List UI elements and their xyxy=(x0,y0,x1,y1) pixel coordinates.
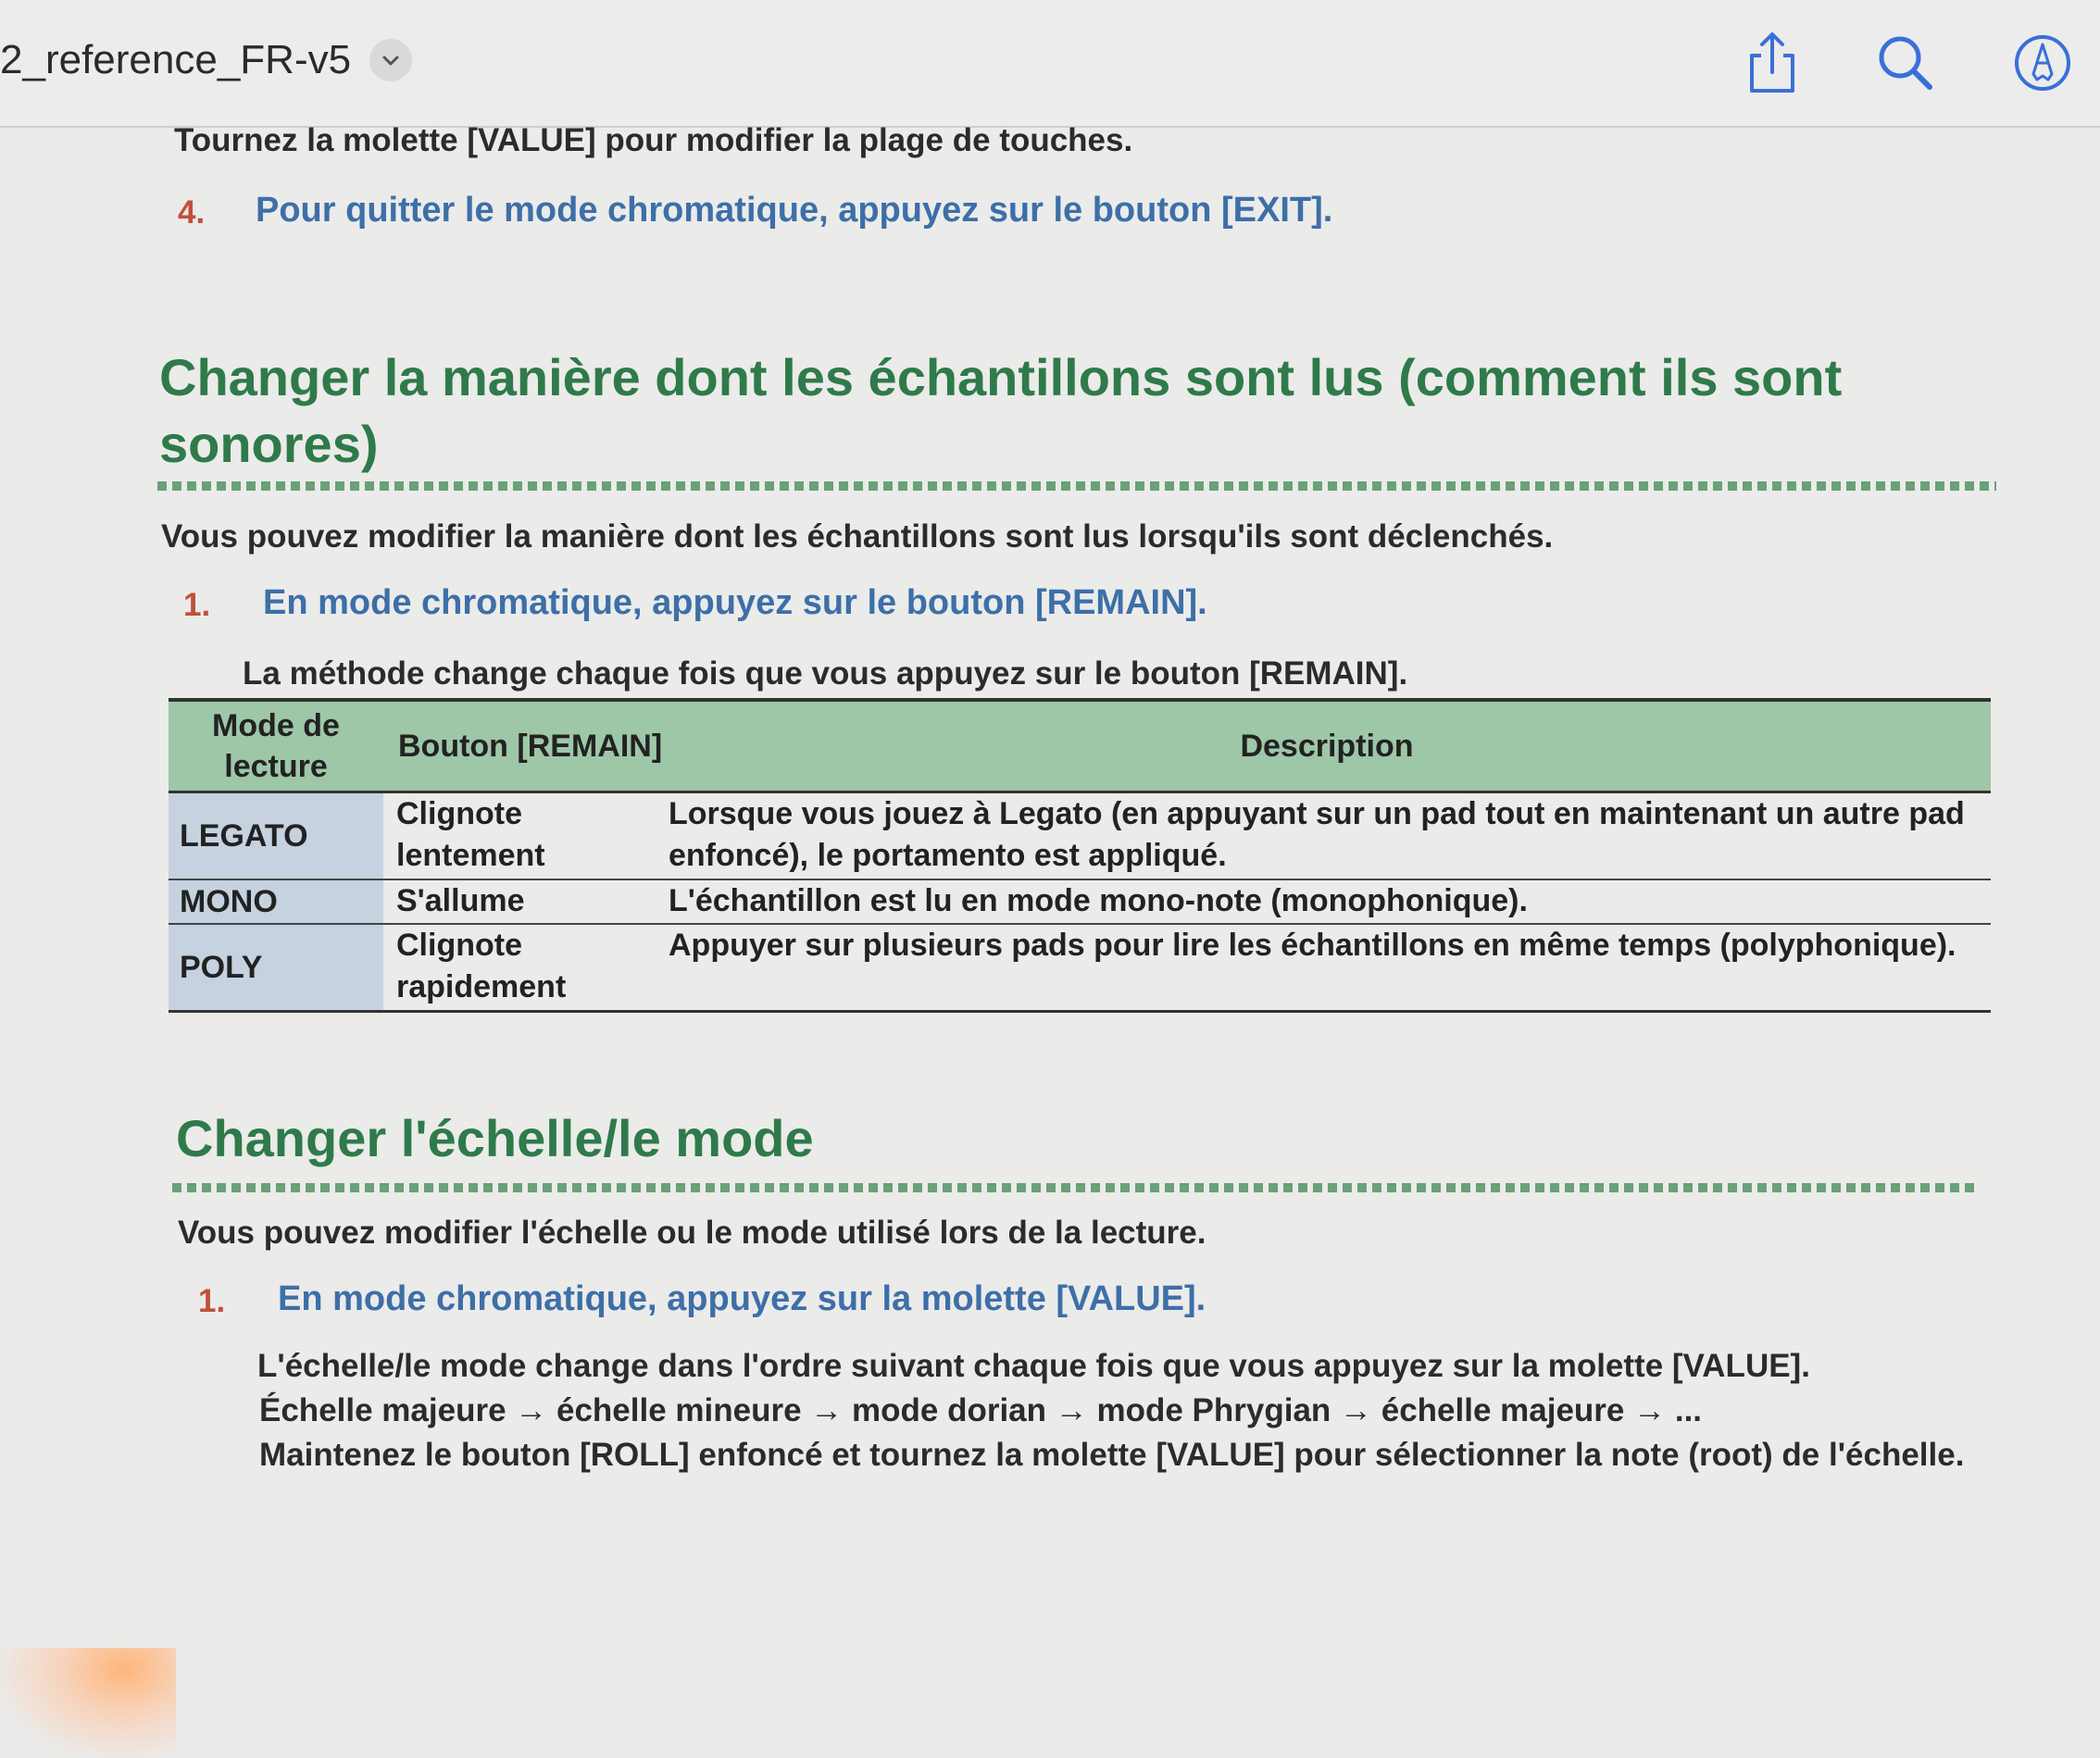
cell-line: rapidement xyxy=(396,969,567,1004)
column-header-description: Description xyxy=(1240,728,1414,764)
cell-line: L'échantillon est lu en mode mono-note (monophonique). xyxy=(669,883,1528,918)
cell-line: Clignote xyxy=(396,796,522,831)
chevron-down-icon xyxy=(380,49,402,71)
cell-line: enfoncé), le portamento est appliqué. xyxy=(669,838,1227,873)
step-text: Pour quitter le mode chromatique, appuyez sur le bouton [EXIT]. xyxy=(256,191,1333,230)
search-button[interactable] xyxy=(1872,30,1939,96)
cell-line: Clignote xyxy=(396,928,522,963)
toolbar xyxy=(0,0,2100,128)
cell-line: Appuyer sur plusieurs pads pour lire les échantillons en même temps (polyphonique). xyxy=(669,928,1956,963)
heading-divider xyxy=(172,1183,1980,1192)
description-cell xyxy=(663,880,1991,923)
share-icon xyxy=(1744,31,1800,94)
mode-cell: MONO xyxy=(169,880,383,923)
document-title-group[interactable] xyxy=(0,37,412,83)
table-header xyxy=(169,702,1991,793)
playback-mode-table xyxy=(169,698,1991,1013)
cell-line: S'allume xyxy=(396,883,525,918)
header-text: Mode de xyxy=(212,708,340,743)
header-text: lecture xyxy=(224,749,328,784)
step-detail-line: L'échelle/le mode change dans l'ordre suivant chaque fois que vous appuyez sur la molette [VALUE]. xyxy=(257,1348,1810,1384)
step-text: En mode chromatique, appuyez sur la molette [VALUE]. xyxy=(278,1279,1206,1318)
step-number: 1. xyxy=(198,1283,226,1319)
section-intro: Vous pouvez modifier l'échelle ou le mode utilisé lors de la lecture. xyxy=(178,1215,1206,1251)
table-row xyxy=(169,925,1991,1010)
step-number: 4. xyxy=(178,194,206,231)
intro-line: Tournez la molette [VALUE] pour modifier la plage de touches. xyxy=(174,122,1133,158)
mode-cell: POLY xyxy=(169,925,383,1010)
cell-line: Lorsque vous jouez à Legato (en appuyant sur un pad tout en maintenant un autre pad xyxy=(669,796,1965,831)
step-number: 1. xyxy=(183,587,211,623)
share-button[interactable] xyxy=(1739,30,1806,96)
section-intro: Vous pouvez modifier la manière dont les échantillons sont lus lorsqu'ils sont déclenchés. xyxy=(161,518,1554,555)
section-heading: Changer l'échelle/le mode xyxy=(176,1109,814,1167)
section-heading-line: Changer la manière dont les échantillons sont lus (comment ils sont xyxy=(159,348,1843,406)
section-heading-line: sonores) xyxy=(159,415,379,473)
markup-pen-icon xyxy=(2013,33,2072,93)
markup-button[interactable] xyxy=(2009,30,2076,96)
step-text: En mode chromatique, appuyez sur le bouton [REMAIN]. xyxy=(263,583,1207,622)
button-cell xyxy=(383,793,663,879)
column-header-mode xyxy=(169,702,383,791)
description-cell xyxy=(663,793,1991,879)
column-header-button: Bouton [REMAIN] xyxy=(398,728,663,764)
screen-glare xyxy=(0,1648,176,1758)
step-detail-line: Maintenez le bouton [ROLL] enfoncé et tournez la molette [VALUE] pour sélectionner la note (root) de l'échelle. xyxy=(259,1437,1965,1473)
heading-divider xyxy=(157,481,1996,491)
document-title[interactable]: 2_reference_FR-v5 xyxy=(0,37,352,82)
table-row xyxy=(169,793,1991,880)
document-page[interactable] xyxy=(0,122,2100,1758)
cell-line: lentement xyxy=(396,838,545,873)
step-detail-line: Échelle majeure → échelle mineure → mode dorian → mode Phrygian → échelle majeure → ... xyxy=(259,1392,1703,1428)
step-note: La méthode change chaque fois que vous appuyez sur le bouton [REMAIN]. xyxy=(243,655,1408,692)
button-cell xyxy=(383,925,663,1010)
button-cell xyxy=(383,880,663,923)
search-icon xyxy=(1876,33,1935,93)
mode-cell: LEGATO xyxy=(169,793,383,879)
description-cell xyxy=(663,925,1991,1010)
title-menu-button[interactable] xyxy=(369,39,412,81)
table-row xyxy=(169,880,1991,925)
